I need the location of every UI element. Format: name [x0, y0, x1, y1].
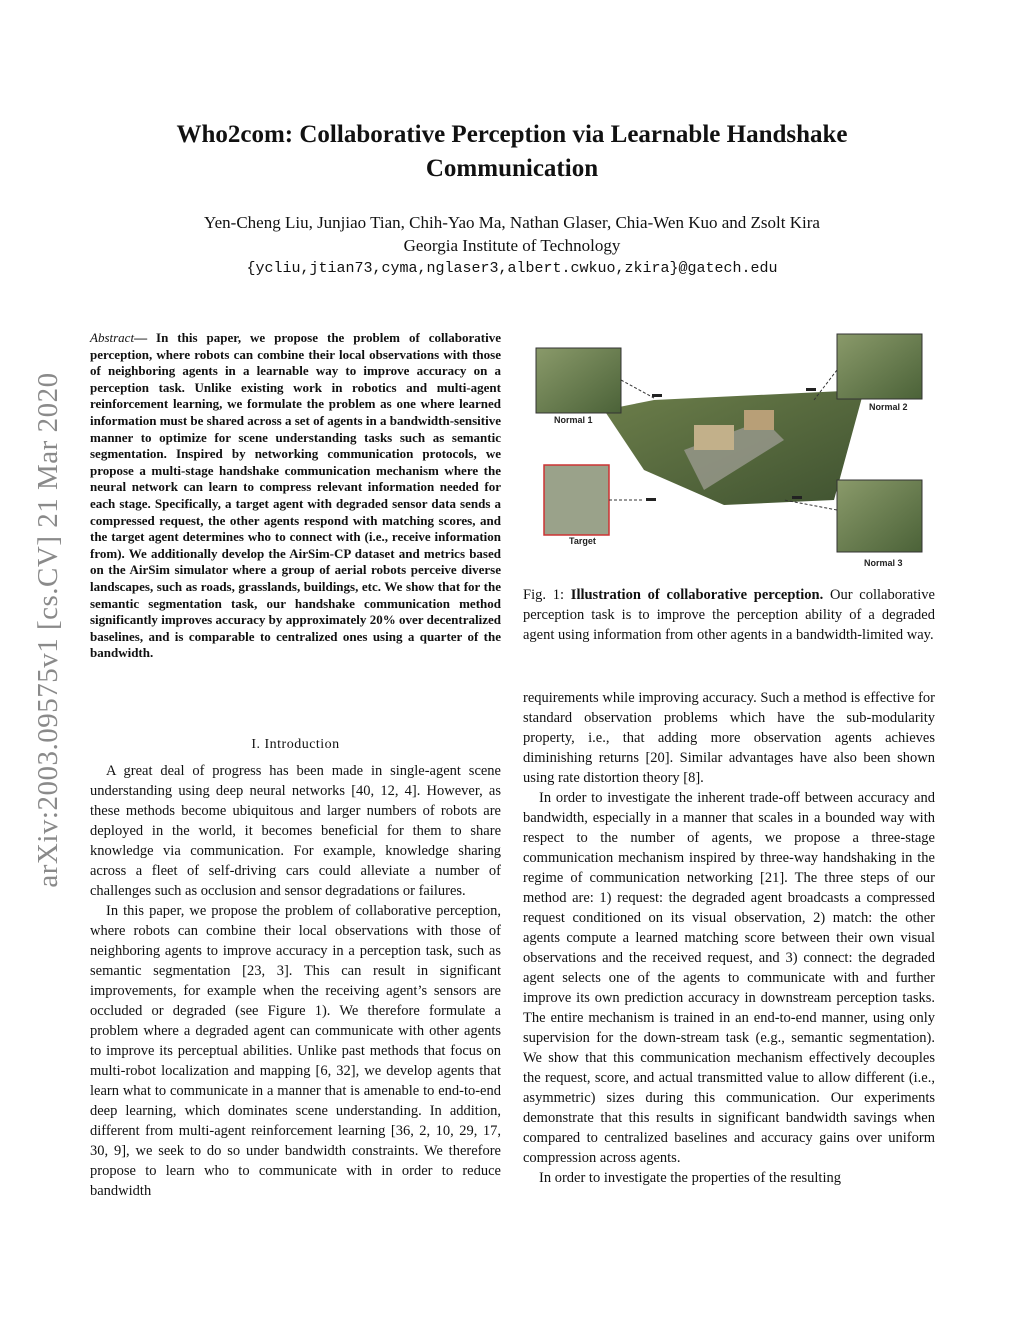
normal1-view — [536, 348, 621, 413]
abstract-text: — In this paper, we propose the problem of collaborative perception, where robots can combine their local observations with those of neighboring agents in a learnable way to improve accuracy on a perception task. Unlike existing work in robotics and multi-agent reinforcement learning, we formulate the problem as one where learned information must be shared across a set of agents in a bandwidth-sensitive manner to optimize for scene understanding tasks such as semantic segmentation. Inspired by networking communication protocols, we propose a multi-stage handshake communication mechanism where the neural network can learn to compress relevant information needed for each stage. Specifically, a target agent with degraded sensor data sends a compressed request, the other agents respond with matching scores, and the target agent determines who to connect with (i.e., receive information from). We additionally develop the AirSim-CP dataset and metrics based on the AirSim simulator where a group of aerial robots perceive diverse landscapes, such as roads, grasslands, buildings, etc. We show that for the semantic segmentation task, our handshake communication method significantly improves accuracy by approximately 20% over decentralized baselines, and is comparable to centralized ones using a quarter of the bandwidth. — [90, 330, 501, 661]
title-line-2: Communication — [425, 155, 599, 182]
building — [744, 410, 774, 430]
arxiv-stamp: arXiv:2003.09575v1 [cs.CV] 21 Mar 2020 — [32, 372, 64, 888]
label-normal-1: Normal 1 — [554, 415, 593, 425]
abstract-label: Abstract — [90, 330, 135, 345]
intro-paragraph-1: A great deal of progress has been made in single-agent scene understanding using deep neural networks [40, 12, 4]. However, as these methods become ubiquitous and larger numbers of robots are deployed in the world, it becomes beneficial for them to share knowledge via communication. For example, knowledge sharing across a fleet of self-driving cars could alleviate a number of challenges such as occlusion and sensor degradations or failures. — [90, 763, 501, 899]
section-heading: I. Introduction — [251, 737, 340, 752]
paper-title — [0, 118, 1024, 186]
caption-rest: Our collaborative perception task is to improve the perception ability of a degraded agent using information from other agents in a bandwidth-limited way. — [523, 587, 935, 643]
author-emails: {ycliu,jtian73,cyma,nglaser3,albert.cwkuo,zkira}@gatech.edu — [246, 260, 778, 277]
label-target: Target — [569, 536, 596, 546]
label-normal-2: Normal 2 — [869, 402, 908, 412]
author-block — [0, 211, 1024, 280]
label-normal-3: Normal 3 — [864, 558, 903, 568]
figure-1-caption — [523, 585, 935, 645]
right-paragraph-1: requirements while improving accuracy. Such a method is effective for standard observation problems which have the sub-modularity property, i.e., that adding more observation agents achieves diminishing returns [20]. Similar advantages have also been shown using rate distortion theory [8]. — [523, 690, 935, 786]
figure-1 — [534, 330, 924, 580]
abstract — [90, 330, 501, 662]
right-paragraph-3: In order to investigate the properties of the resulting — [539, 1170, 841, 1186]
left-column — [90, 727, 501, 1201]
affiliation: Georgia Institute of Technology — [403, 236, 621, 255]
normal2-view — [837, 334, 922, 399]
author-names: Yen-Cheng Liu, Junjiao Tian, Chih-Yao Ma, Nathan Glaser, Chia-Wen Kuo and Zsolt Kira — [204, 213, 820, 232]
caption-prefix: Fig. 1: — [523, 587, 571, 603]
target-view — [544, 465, 609, 535]
building — [694, 425, 734, 450]
normal3-view — [837, 480, 922, 552]
intro-paragraph-2: In this paper, we propose the problem of collaborative perception, where robots can combine their local observations with those of neighboring agents to improve accuracy in a perception task, such as semantic segmentation [23, 3]. This can result in significant improvements, for example when the receiving agent’s sensors are occluded or degraded (see Figure 1). We therefore formulate a problem where a degraded agent can communicate with other agents to improve its perceptual abilities. Unlike past methods that focus on multi-robot localization and mapping [6, 32], we develop agents that learn what to communicate in a manner that is amenable to end-to-end deep learning, which dominates scene understanding. In addition, different from multi-agent reinforcement learning [36, 2, 10, 29, 17, 30, 9], we seek to do so under bandwidth constraints. We therefore propose to learn who to communicate with in order to reduce bandwidth — [90, 903, 501, 1199]
title-line-1: Who2com: Collaborative Perception via Learnable Handshake — [176, 121, 848, 148]
caption-bold: Illustration of collaborative perception. — [570, 587, 824, 603]
right-paragraph-2: In order to investigate the inherent trade-off between accuracy and bandwidth, especially in a manner that scales in a bounded way with respect to the number of agents, we propose a three-stage communication mechanism inspired by three-way handshaking in the regime of communication networking [21]. The three steps of our method are: 1) request: the degraded agent broadcasts a compressed request conditioned on its visual observation, 2) match: the other agents compute a learned matching score between their own visual observations and the received request, and 3) connect: the degraded agent selects one of the agents to communicate with and further improve its own prediction accuracy in downstream perception tasks. The entire mechanism is trained in an end-to-end manner, using only supervision for the down-stream task (e.g., semantic segmentation). We show that this communication mechanism effectively decouples the request, score, and actual transmitted value to allow different (i.e., asymmetric) sizes during this communication. Our experiments demonstrate that this results in significant bandwidth savings when compared to centralized baselines and accuracy gains over uniform compression across agents. — [523, 790, 935, 1166]
right-column — [523, 688, 935, 1188]
